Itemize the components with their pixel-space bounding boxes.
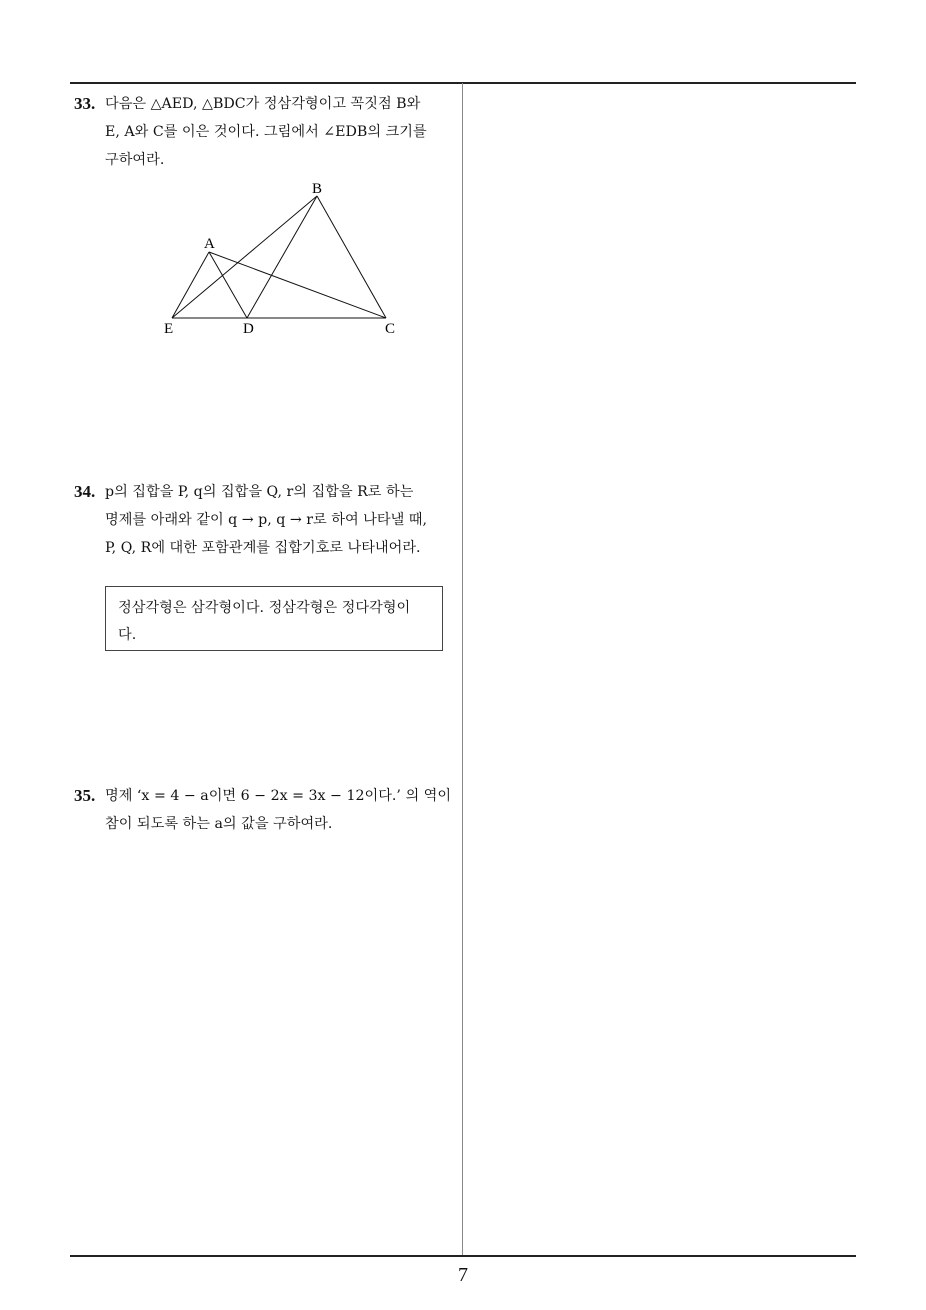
segment-AD: [209, 252, 247, 318]
segment-EA: [172, 252, 209, 318]
label-C: C: [385, 321, 396, 337]
problem-line: 다음은 △AED, △BDC가 정삼각형이고 꼭짓점 B와: [105, 96, 421, 112]
problem-number: 34.: [74, 482, 96, 501]
problem-line: E, A와 C를 이은 것이다. 그림에서 ∠EDB의 크기를: [105, 124, 427, 140]
box-line: 다.: [118, 627, 137, 643]
box-line: 정삼각형은 삼각형이다. 정삼각형은 정다각형이: [118, 600, 411, 616]
label-B: B: [312, 181, 323, 197]
problem-34: [74, 478, 456, 562]
problem-text: [105, 478, 456, 562]
segment-DB: [247, 196, 317, 318]
segment-EB: [172, 196, 317, 318]
problem-number: 33.: [74, 94, 96, 113]
problem-line: 명제 ‘x = 4 − a이면 6 − 2x = 3x − 12이다.’ 의 역이: [105, 788, 452, 804]
segment-AC: [209, 252, 386, 318]
problem-text: [105, 90, 456, 174]
label-E: E: [164, 321, 174, 337]
problem-line: p의 집합을 P, q의 집합을 Q, r의 집합을 R로 하는: [105, 484, 414, 500]
problem-line: 구하여라.: [105, 152, 165, 168]
triangle-figure: [150, 178, 410, 343]
page-number: 7: [458, 1264, 468, 1286]
statement-box: [105, 586, 443, 651]
label-A: A: [204, 236, 215, 252]
problem-35: [74, 782, 456, 838]
problem-line: 명제를 아래와 같이 q → p, q → r로 하여 나타낼 때,: [105, 512, 428, 528]
bottom-rule: [70, 1255, 856, 1257]
problem-number: 35.: [74, 786, 96, 805]
label-D: D: [243, 321, 254, 337]
problem-line: P, Q, R에 대한 포함관계를 집합기호로 나타내어라.: [105, 540, 421, 556]
problem-line: 참이 되도록 하는 a의 값을 구하여라.: [105, 816, 333, 832]
column-divider: [462, 83, 463, 1256]
problem-text: [105, 782, 456, 838]
segment-BC: [317, 196, 386, 318]
problem-33: [74, 90, 456, 174]
